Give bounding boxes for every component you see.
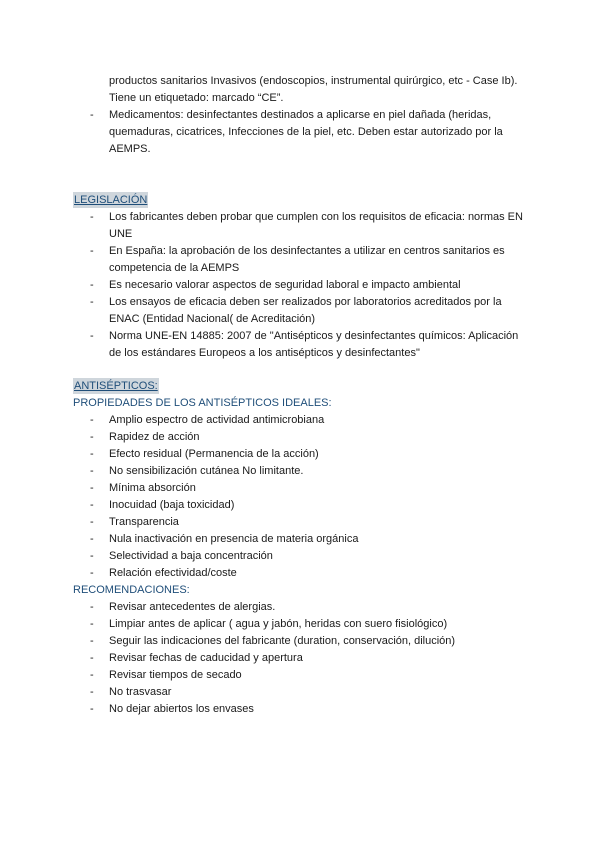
medicamentos-line: Medicamentos: desinfectantes destinados a aplicarse en piel dañada (heridas, — [109, 109, 492, 121]
bullet-dash: - — [90, 109, 94, 121]
bullet-dash: - — [90, 330, 94, 342]
medicamentos-line: AEMPS. — [109, 143, 151, 155]
bullet-dash: - — [90, 635, 94, 647]
legislacion-item: Es necesario valorar aspectos de seguridad laboral e impacto ambiental — [109, 279, 461, 291]
propiedad-item: Rapidez de acción — [109, 431, 200, 443]
bullet-dash: - — [90, 499, 94, 511]
legislacion-item: UNE — [109, 228, 133, 240]
legislacion-item: Norma UNE-EN 14885: 2007 de "Antisépticos y desinfectantes químicos: Aplicación — [109, 330, 519, 342]
recomendacion-item: Seguir las indicaciones del fabricante (duration, conservación, dilución) — [109, 635, 456, 647]
recomendacion-item: Revisar fechas de caducidad y apertura — [109, 652, 303, 664]
legislacion-item: Los ensayos de eficacia deben ser realizados por laboratorios acreditados por la — [109, 296, 502, 308]
bullet-dash: - — [90, 279, 94, 291]
bullet-dash: - — [90, 465, 94, 477]
recomendacion-item: Revisar antecedentes de alergias. — [109, 601, 276, 613]
legislacion-item: de los estándares Europeos a los antisépticos y desinfectantes" — [109, 347, 420, 359]
intro-line: Tiene un etiquetado: marcado “CE”. — [109, 92, 284, 104]
recomendaciones-subheading: RECOMENDACIONES: — [73, 584, 190, 596]
propiedad-item: Selectividad a baja concentración — [109, 550, 273, 562]
bullet-dash: - — [90, 669, 94, 681]
antisepticos-heading: ANTISÉPTICOS: — [74, 380, 158, 392]
legislacion-item: ENAC (Entidad Nacional( de Acreditación) — [109, 313, 316, 325]
propiedad-item: Transparencia — [109, 516, 179, 528]
recomendacion-item: No trasvasar — [109, 686, 172, 698]
recomendacion-item: Revisar tiempos de secado — [109, 669, 242, 681]
bullet-dash: - — [90, 601, 94, 613]
medicamentos-line: quemaduras, cicatrices, Infecciones de la piel, etc. Deben estar autorizado por la — [109, 126, 503, 138]
recomendacion-item: Limpiar antes de aplicar ( agua y jabón, heridas con suero fisiológico) — [109, 618, 448, 630]
bullet-dash: - — [90, 686, 94, 698]
legislacion-item: Los fabricantes deben probar que cumplen con los requisitos de eficacia: normas EN — [109, 211, 523, 223]
bullet-dash: - — [90, 245, 94, 257]
bullet-dash: - — [90, 550, 94, 562]
propiedad-item: No sensibilización cutánea No limitante. — [109, 465, 304, 477]
bullet-dash: - — [90, 652, 94, 664]
intro-line: productos sanitarios Invasivos (endoscopios, instrumental quirúrgico, etc - Case Ib). — [109, 75, 518, 87]
bullet-dash: - — [90, 618, 94, 630]
propiedades-subheading: PROPIEDADES DE LOS ANTISÉPTICOS IDEALES: — [73, 397, 332, 409]
propiedad-item: Relación efectividad/coste — [109, 567, 237, 579]
bullet-dash: - — [90, 567, 94, 579]
bullet-dash: - — [90, 482, 94, 494]
bullet-dash: - — [90, 296, 94, 308]
legislacion-heading: LEGISLACIÓN — [74, 194, 148, 206]
bullet-dash: - — [90, 448, 94, 460]
recomendacion-item: No dejar abiertos los envases — [109, 703, 254, 715]
bullet-dash: - — [90, 431, 94, 443]
bullet-dash: - — [90, 211, 94, 223]
propiedad-item: Mínima absorción — [109, 482, 196, 494]
propiedad-item: Inocuidad (baja toxicidad) — [109, 499, 235, 511]
bullet-dash: - — [90, 533, 94, 545]
legislacion-item: En España: la aprobación de los desinfectantes a utilizar en centros sanitarios es — [109, 245, 505, 257]
bullet-dash: - — [90, 516, 94, 528]
legislacion-item: competencia de la AEMPS — [109, 262, 240, 274]
bullet-dash: - — [90, 414, 94, 426]
propiedad-item: Amplio espectro de actividad antimicrobiana — [109, 414, 325, 426]
propiedad-item: Efecto residual (Permanencia de la acción) — [109, 448, 319, 460]
bullet-dash: - — [90, 703, 94, 715]
propiedad-item: Nula inactivación en presencia de materia orgánica — [109, 533, 359, 545]
